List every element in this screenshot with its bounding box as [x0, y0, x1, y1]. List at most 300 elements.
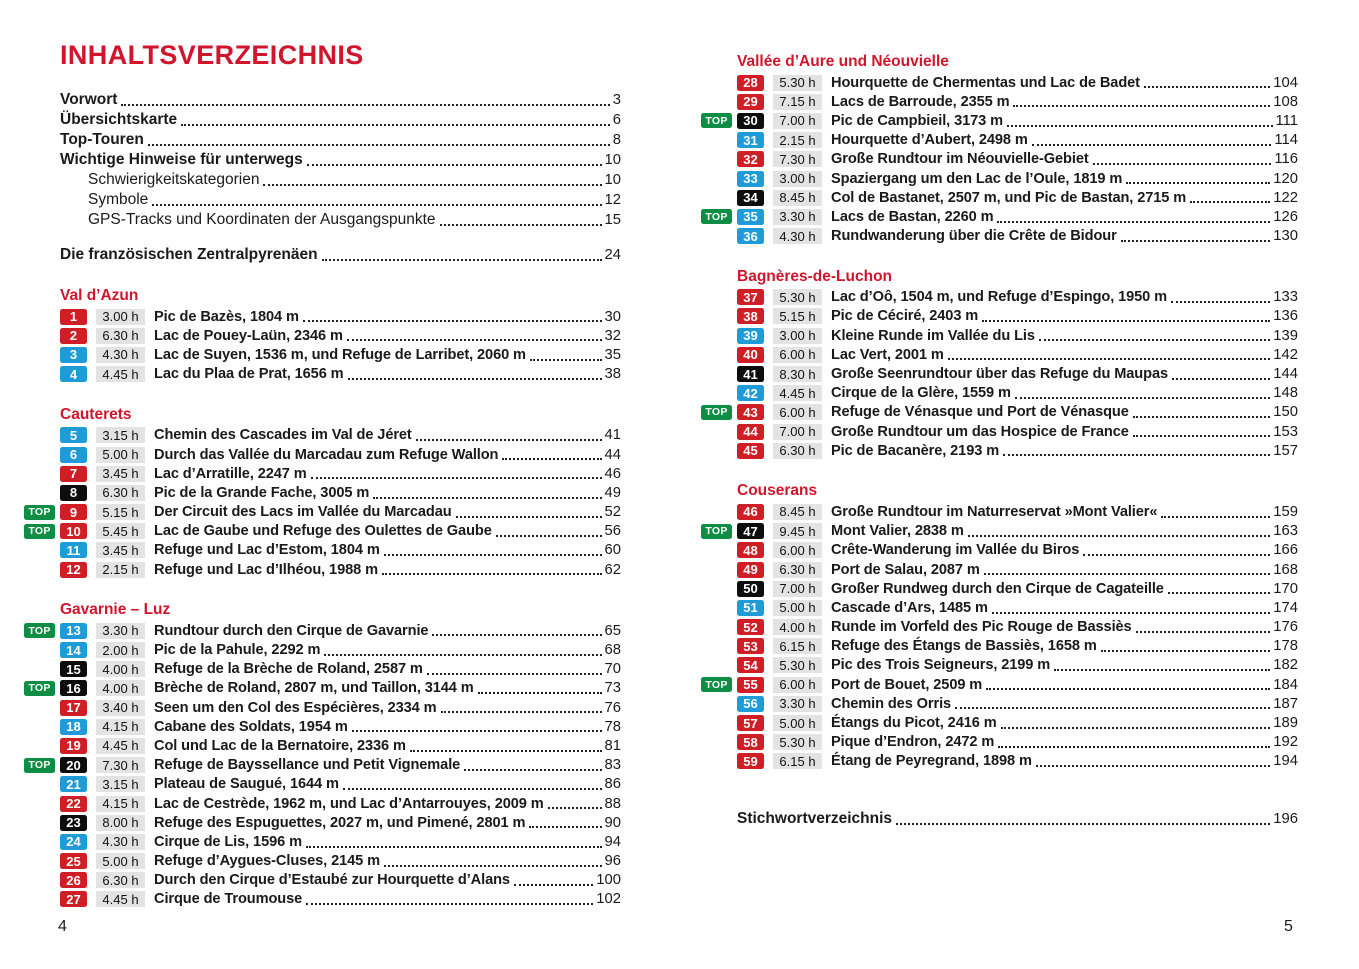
tour-title: Große Seenrundtour über das Refuge du Maupas — [831, 366, 1168, 383]
toc-entry-intro — [60, 245, 621, 265]
tour-duration: 3.00 h — [773, 328, 822, 344]
tour-duration: 3.45 h — [96, 542, 145, 558]
tour-duration: 3.40 h — [96, 700, 145, 716]
dot-leader — [306, 846, 602, 848]
toc-tour-entry — [701, 92, 1298, 111]
toc-tour-entry — [701, 131, 1298, 150]
tour-title: Großer Rundweg durch den Cirque de Cagateille — [831, 580, 1164, 597]
tour-number-badge: 35 — [737, 209, 764, 225]
dot-leader — [529, 826, 601, 828]
toc-entry-label: GPS-Tracks und Koordinaten der Ausgangspunkte — [88, 211, 436, 228]
toc-section — [701, 481, 1298, 771]
dot-leader — [441, 711, 602, 713]
tour-duration: 7.00 h — [773, 113, 822, 129]
toc-tour-entry — [24, 483, 621, 502]
tour-number-badge: 7 — [60, 466, 87, 482]
toc-tour-entry — [701, 207, 1298, 226]
tour-title: Refuge de la Brèche de Roland, 2587 m — [154, 661, 423, 678]
dot-leader — [1121, 240, 1271, 242]
dot-leader — [464, 769, 601, 771]
section-heading: Bagnères-de-Luchon — [737, 267, 893, 285]
page-ref: 83 — [604, 757, 621, 774]
toc-tour-entry — [701, 288, 1298, 307]
page-ref: 12 — [604, 192, 621, 208]
dot-leader — [984, 573, 1271, 575]
tour-title: Hourquette de Chermentas und Lac de Badet — [831, 74, 1140, 91]
toc-tour-entry — [701, 403, 1298, 422]
tour-number-badge: 15 — [60, 661, 87, 677]
tour-number-badge: 21 — [60, 776, 87, 792]
dot-leader — [997, 221, 1270, 223]
dot-leader — [263, 184, 601, 186]
tour-title: Der Circuit des Lacs im Vallée du Marcadau — [154, 504, 452, 521]
toc-tour-entry — [701, 326, 1298, 345]
tour-number-badge: 14 — [60, 642, 87, 658]
dot-leader — [896, 823, 1270, 825]
page-ref: 90 — [604, 814, 621, 831]
top-badge-slot — [24, 758, 60, 773]
toc-section — [701, 267, 1298, 461]
tour-title: Lacs de Bastan, 2260 m — [831, 208, 994, 225]
page-ref: 157 — [1273, 442, 1298, 459]
dot-leader — [530, 359, 602, 361]
tour-title: Col de Bastanet, 2507 m, und Pic de Bastan, 2715 m — [831, 189, 1187, 206]
tour-title: Cascade d’Ars, 1485 m — [831, 599, 988, 616]
tour-number-badge: 8 — [60, 485, 87, 501]
toc-tour-entry — [701, 522, 1298, 541]
dot-leader — [1172, 378, 1270, 380]
dot-leader — [1032, 144, 1272, 146]
tour-title: Durch den Cirque d’Estaubé zur Hourquette d’Alans — [154, 872, 510, 889]
tour-duration: 5.30 h — [773, 75, 822, 91]
toc-entry — [60, 150, 621, 170]
tour-duration: 2.15 h — [773, 132, 822, 148]
dot-leader — [352, 730, 602, 732]
toc-tour-entry — [701, 598, 1298, 617]
page-ref: 130 — [1273, 228, 1298, 245]
tour-number-badge: 17 — [60, 700, 87, 716]
dot-leader — [992, 612, 1270, 614]
toc-tour-entry — [24, 560, 621, 579]
tour-number-badge: 30 — [737, 113, 764, 129]
page-ref: 176 — [1273, 619, 1298, 636]
top-badge: TOP — [701, 405, 732, 420]
tour-number-badge: 16 — [60, 680, 87, 696]
page-ref: 116 — [1274, 151, 1298, 168]
tour-duration: 4.30 h — [96, 347, 145, 363]
tour-duration: 4.45 h — [96, 366, 145, 382]
page-ref: 41 — [604, 427, 621, 444]
tour-title: Étangs du Picot, 2416 m — [831, 715, 997, 732]
dot-leader — [1039, 339, 1270, 341]
toc-tour-entry — [24, 426, 621, 445]
page-ref: 60 — [604, 542, 621, 559]
page-ref: 88 — [604, 795, 621, 812]
toc-tour-entry — [701, 637, 1298, 656]
toc-tour-entry — [24, 775, 621, 794]
tour-number-badge: 1 — [60, 309, 87, 325]
tour-number-badge: 41 — [737, 366, 764, 382]
top-badge-slot — [701, 405, 737, 420]
page-ref: 153 — [1273, 423, 1298, 440]
page-ref: 68 — [604, 642, 621, 659]
dot-leader — [343, 788, 602, 790]
page-ref: 35 — [604, 346, 621, 363]
top-badge-slot — [24, 623, 60, 638]
tour-number-badge: 37 — [737, 289, 764, 305]
page-ref: 100 — [596, 872, 621, 889]
tour-number-badge: 18 — [60, 719, 87, 735]
dot-leader — [1001, 727, 1271, 729]
toc-entry-label: Übersichtskarte — [60, 111, 178, 128]
section-heading: Val d’Azun — [60, 287, 139, 304]
tour-duration: 5.00 h — [773, 715, 822, 731]
page-ref: 114 — [1274, 132, 1298, 149]
tour-number-badge: 57 — [737, 715, 764, 731]
toc-tour-entry — [701, 364, 1298, 383]
page-ref: 148 — [1273, 385, 1298, 402]
dot-leader — [348, 378, 602, 380]
tour-number-badge: 52 — [737, 619, 764, 635]
tour-number-badge: 33 — [737, 171, 764, 187]
tour-duration: 4.45 h — [96, 891, 145, 907]
tour-number-badge: 54 — [737, 657, 764, 673]
toc-entry-label: Die französischen Zentralpyrenäen — [60, 246, 318, 263]
tour-duration: 2.00 h — [96, 642, 145, 658]
toc-tour-entry — [24, 621, 621, 640]
dot-leader — [548, 807, 602, 809]
dot-leader — [306, 903, 593, 905]
page-ref: 159 — [1273, 503, 1298, 520]
tour-duration: 3.30 h — [96, 623, 145, 639]
toc-entry-index — [737, 809, 1298, 829]
tour-number-badge: 6 — [60, 447, 87, 463]
toc-tour-entry — [701, 541, 1298, 560]
page-ref: 52 — [604, 504, 621, 521]
page-ref: 73 — [604, 680, 621, 697]
tour-duration: 5.30 h — [773, 734, 822, 750]
page-ref: 8 — [612, 132, 621, 148]
tour-number-badge: 36 — [737, 228, 764, 244]
tour-title: Pic de Campbieil, 3173 m — [831, 112, 1003, 129]
tour-title: Pique d’Endron, 2472 m — [831, 734, 995, 751]
toc-section — [701, 52, 1298, 246]
top-badge-slot — [24, 524, 60, 539]
toc-section — [24, 286, 621, 384]
page-ref: 86 — [604, 776, 621, 793]
page-ref: 24 — [604, 247, 621, 263]
toc-tour-entry — [24, 307, 621, 326]
page-ref: 65 — [604, 622, 621, 639]
dot-leader — [1171, 301, 1270, 303]
dot-leader — [968, 535, 1271, 537]
tour-number-badge: 31 — [737, 132, 764, 148]
tour-number-badge: 38 — [737, 308, 764, 324]
tour-number-badge: 28 — [737, 75, 764, 91]
tour-title: Große Rundtour im Naturreservat »Mont Valier« — [831, 503, 1158, 520]
page-left-column — [24, 0, 621, 909]
tour-duration: 3.30 h — [773, 209, 822, 225]
tour-number-badge: 56 — [737, 696, 764, 712]
tour-number-badge: 10 — [60, 523, 87, 539]
tour-duration: 4.45 h — [96, 738, 145, 754]
tour-number-badge: 23 — [60, 815, 87, 831]
dot-leader — [1036, 765, 1270, 767]
toc-tour-entry — [24, 890, 621, 909]
toc-tour-entry — [701, 188, 1298, 207]
tour-duration: 4.30 h — [96, 834, 145, 850]
toc-tour-entry — [24, 541, 621, 560]
tour-number-badge: 24 — [60, 834, 87, 850]
tour-number-badge: 12 — [60, 562, 87, 578]
page-ref: 94 — [604, 833, 621, 850]
tour-title: Pic de Céciré, 2403 m — [831, 308, 979, 325]
toc-tour-entry — [701, 675, 1298, 694]
top-badge-slot — [701, 524, 737, 539]
tour-number-badge: 26 — [60, 872, 87, 888]
tour-title: Lacs de Barroude, 2355 m — [831, 93, 1010, 110]
toc-tour-entry — [701, 502, 1298, 521]
tour-title: Refuge und Lac d’Ilhéou, 1988 m — [154, 561, 378, 578]
tour-title: Runde im Vorfeld des Pic Rouge de Bassiès — [831, 619, 1132, 636]
tour-number-badge: 5 — [60, 427, 87, 443]
dot-leader — [1015, 397, 1270, 399]
tour-duration: 6.15 h — [773, 638, 822, 654]
tour-title: Spaziergang um den Lac de l’Oule, 1819 m — [831, 170, 1123, 187]
tour-duration: 4.30 h — [773, 228, 822, 244]
top-badge-slot — [701, 113, 737, 128]
page-ref: 111 — [1275, 112, 1298, 129]
toc-tour-entry — [24, 756, 621, 775]
dot-leader — [373, 497, 601, 499]
top-badge: TOP — [24, 505, 55, 520]
tour-duration: 7.00 h — [773, 581, 822, 597]
tour-number-badge: 45 — [737, 443, 764, 459]
tour-duration: 6.00 h — [773, 542, 822, 558]
tour-duration: 4.45 h — [773, 385, 822, 401]
page-ref: 133 — [1273, 289, 1298, 306]
dot-leader — [1003, 454, 1270, 456]
page-ref: 96 — [604, 853, 621, 870]
dot-leader — [478, 692, 602, 694]
page-ref: 139 — [1273, 327, 1298, 344]
page-ref: 104 — [1273, 74, 1298, 91]
tour-title: Durch das Vallée du Marcadau zum Refuge Wallon — [154, 446, 499, 463]
tour-title: Refuge und Lac d’Estom, 1804 m — [154, 542, 380, 559]
dot-leader — [982, 320, 1270, 322]
tour-number-badge: 50 — [737, 581, 764, 597]
top-badge: TOP — [701, 209, 732, 224]
tour-number-badge: 48 — [737, 542, 764, 558]
toc-entry — [60, 190, 621, 210]
page-ref: 126 — [1273, 208, 1298, 225]
tour-number-badge: 25 — [60, 853, 87, 869]
toc-tour-entry — [701, 560, 1298, 579]
dot-leader — [496, 535, 602, 537]
toc-tour-entry — [701, 307, 1298, 326]
page-ref: 70 — [604, 661, 621, 678]
page-ref: 192 — [1273, 734, 1298, 751]
top-badge-slot — [24, 505, 60, 520]
toc-tour-entry — [701, 618, 1298, 637]
toc-tour-entry — [701, 752, 1298, 771]
tour-duration: 6.30 h — [96, 485, 145, 501]
toc-entry — [60, 130, 621, 150]
tour-duration: 6.00 h — [773, 347, 822, 363]
dot-leader — [1007, 125, 1273, 127]
toc-entry-label: Symbole — [88, 191, 149, 208]
page-ref: 102 — [596, 891, 621, 908]
page-ref: 81 — [604, 737, 621, 754]
page-ref: 189 — [1273, 715, 1298, 732]
toc-entry — [60, 90, 621, 110]
dot-leader — [1144, 86, 1270, 88]
tour-title: Rundtour durch den Cirque de Gavarnie — [154, 622, 429, 639]
page-ref: 56 — [604, 523, 621, 540]
toc-tour-entry — [701, 73, 1298, 92]
tour-duration: 3.30 h — [773, 696, 822, 712]
toc-entry — [60, 170, 621, 190]
dot-leader — [1133, 435, 1271, 437]
tour-title: Lac de Gaube und Refuge des Oulettes de Gaube — [154, 523, 492, 540]
folio-left: 4 — [58, 918, 67, 935]
tour-duration: 7.30 h — [96, 757, 145, 773]
tour-duration: 5.30 h — [773, 657, 822, 673]
tour-duration: 5.00 h — [96, 447, 145, 463]
tour-duration: 8.45 h — [773, 190, 822, 206]
page-ref: 163 — [1273, 523, 1298, 540]
toc-entry-label: Stichwortverzeichnis — [737, 810, 893, 827]
tour-duration: 7.00 h — [773, 424, 822, 440]
tour-title: Lac d’Arratille, 2247 m — [154, 465, 307, 482]
left-sections — [24, 286, 621, 909]
tour-title: Rundwanderung über die Crête de Bidour — [831, 228, 1117, 245]
toc-tour-entry — [701, 227, 1298, 246]
tour-duration: 8.30 h — [773, 366, 822, 382]
toc-tour-entry — [24, 660, 621, 679]
tour-duration: 3.00 h — [96, 309, 145, 325]
tour-duration: 5.00 h — [96, 853, 145, 869]
dot-leader — [311, 477, 602, 479]
page-ref: 3 — [612, 92, 621, 108]
tour-duration: 6.30 h — [96, 872, 145, 888]
toc-tour-entry — [701, 733, 1298, 752]
section-heading: Couserans — [737, 482, 818, 500]
page-ref: 168 — [1273, 561, 1298, 578]
dot-leader — [382, 573, 602, 575]
dot-leader — [1093, 163, 1272, 165]
tour-title: Lac d’Oô, 1504 m, und Refuge d’Espingo, 1950 m — [831, 289, 1168, 306]
dot-leader — [384, 554, 602, 556]
toc-entry-label: Schwierigkeitskategorien — [88, 171, 260, 188]
tour-duration: 2.15 h — [96, 562, 145, 578]
toc-tour-entry — [24, 852, 621, 871]
page-ref: 38 — [604, 366, 621, 383]
toc-tour-entry — [24, 640, 621, 659]
page-ref: 194 — [1273, 753, 1298, 770]
tour-number-badge: 13 — [60, 623, 87, 639]
tour-duration: 6.00 h — [773, 677, 822, 693]
top-badge: TOP — [24, 758, 55, 773]
toc-tour-entry — [24, 813, 621, 832]
tour-title: Pic de la Pahule, 2292 m — [154, 642, 321, 659]
dot-leader — [416, 439, 602, 441]
dot-leader — [1101, 650, 1271, 652]
toc-tour-entry — [24, 522, 621, 541]
tour-title: Lac Vert, 2001 m — [831, 346, 944, 363]
tour-title: Lac du Plaa de Prat, 1656 m — [154, 366, 344, 383]
tour-duration: 4.00 h — [96, 680, 145, 696]
dot-leader — [1083, 554, 1270, 556]
tour-title: Refuge d’Aygues-Cluses, 2145 m — [154, 853, 380, 870]
toc-tour-entry — [701, 713, 1298, 732]
tour-duration: 5.15 h — [773, 308, 822, 324]
tour-duration: 5.30 h — [773, 289, 822, 305]
page-ref: 178 — [1273, 638, 1298, 655]
toc-tour-entry — [24, 464, 621, 483]
page-ref: 166 — [1273, 542, 1298, 559]
top-badge: TOP — [701, 113, 732, 128]
top-badge: TOP — [701, 677, 732, 692]
tour-duration: 7.15 h — [773, 94, 822, 110]
tour-duration: 6.00 h — [773, 404, 822, 420]
page-ref: 182 — [1273, 657, 1298, 674]
toc-tour-entry — [24, 717, 621, 736]
tour-title: Plateau de Saugué, 1644 m — [154, 776, 339, 793]
tour-number-badge: 49 — [737, 562, 764, 578]
dot-leader — [324, 654, 601, 656]
dot-leader — [440, 224, 602, 226]
tour-number-badge: 22 — [60, 796, 87, 812]
tour-duration: 3.45 h — [96, 466, 145, 482]
tour-title: Crête-Wanderung im Vallée du Biros — [831, 542, 1080, 559]
page-ref: 174 — [1273, 599, 1298, 616]
toc-tour-entry — [701, 656, 1298, 675]
toc-entry-label: Wichtige Hinweise für unterwegs — [60, 151, 303, 168]
tour-duration: 9.45 h — [773, 523, 822, 539]
top-badge: TOP — [24, 524, 55, 539]
page-ref: 150 — [1273, 404, 1298, 421]
dot-leader — [986, 688, 1270, 690]
top-badge: TOP — [24, 681, 55, 696]
tour-duration: 8.45 h — [773, 504, 822, 520]
toc-entry — [60, 110, 621, 130]
toc-tour-entry — [24, 736, 621, 755]
tour-duration: 3.15 h — [96, 776, 145, 792]
tour-number-badge: 3 — [60, 347, 87, 363]
top-badge-slot — [701, 677, 737, 692]
toc-tour-entry — [24, 871, 621, 890]
page-ref: 44 — [604, 446, 621, 463]
toc-entry-label: Vorwort — [60, 91, 118, 108]
tour-number-badge: 11 — [60, 542, 87, 558]
tour-duration: 6.30 h — [773, 562, 822, 578]
top-badge-slot — [701, 209, 737, 224]
tour-title: Seen um den Col des Espécières, 2334 m — [154, 699, 437, 716]
tour-title: Refuge des Espuguettes, 2027 m, und Pimené, 2801 m — [154, 814, 526, 831]
page-ref: 62 — [604, 561, 621, 578]
tour-title: Refuge de Bayssellance und Petit Vignemale — [154, 757, 461, 774]
tour-number-badge: 2 — [60, 328, 87, 344]
top-badge-slot — [24, 681, 60, 696]
tour-title: Chemin des Cascades im Val de Jéret — [154, 427, 412, 444]
dot-leader — [1054, 669, 1270, 671]
tour-number-badge: 9 — [60, 504, 87, 520]
dot-leader — [1136, 631, 1271, 633]
page-ref: 170 — [1273, 580, 1298, 597]
tour-duration: 4.15 h — [96, 719, 145, 735]
page-ref: 187 — [1273, 695, 1298, 712]
